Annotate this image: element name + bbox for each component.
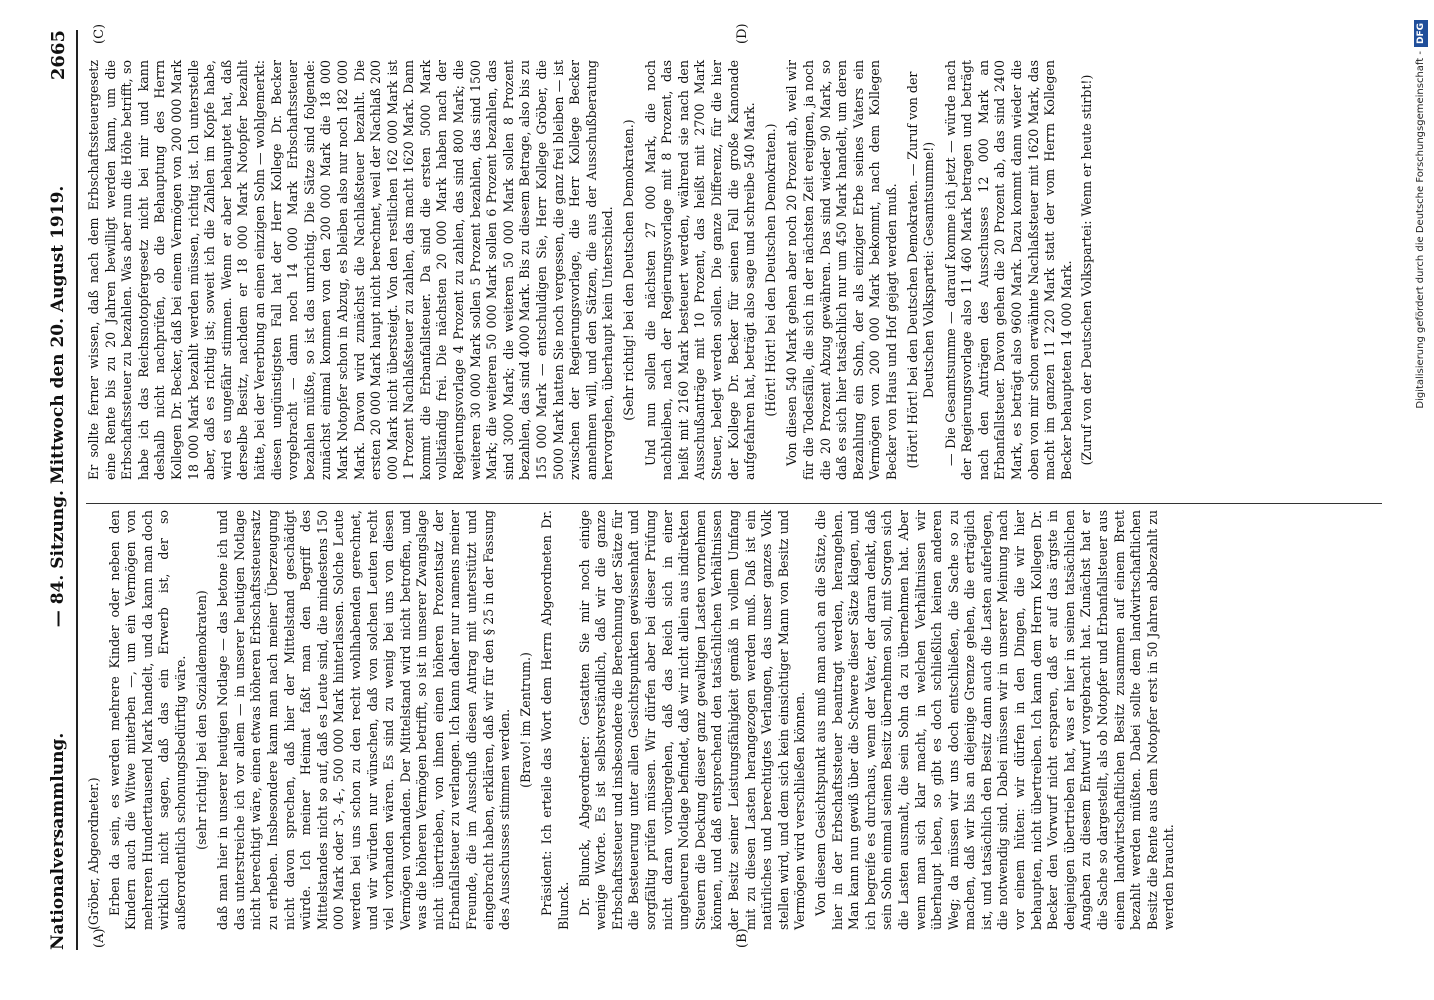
paragraph: daß man hier in unserer heutigen Notlage — das betone ich und das unterstreiche ich vor allem — in unserer heutigen Notlage nicht berechtigt wäre, einen etwas höheren Erbschaftssteuersatz zu erheben. Insbesondere kann man nach meiner Überzeugung nicht davon sprechen, daß hier der Mittelstand geschädigt würde. Ich meiner Heimat faßt man den Begriff des Mittelstandes nicht so auf, daß es Leute sind, die mindestens 150 000 Mark oder 3-, 4-, 500 000 Mark hinterlassen. Solche Leute werden bei uns schon zu den recht wohlhabenden gerechnet, und wir würden nur wünschen, daß von solchen Leuten recht viel vorhanden wären. Es sind zu wenig bei uns von diesen Vermögen vorhanden. Der Mittelstand wird nicht betroffen, und was die höheren Vermögen betrifft, so ist in unserer Zwangslage nicht übertrieben, von ihnen einen höheren Prozentsatz der Erbanfallsteuer zu verlangen. Ich kann daher nur namens meiner Freunde, die im Ausschuß diesen Antrag mit unterstützt und eingebracht haben, erklären, daß wir für den § 25 in der Fassung des Ausschusses stimmen werden. — [215, 510, 513, 930]
paragraph: — Die Gesamtsumme — darauf komme ich jetzt — würde nach der Regierungsvorlage also 11 460 Mark betragen und beträgt nach den Anträgen des Ausschusses 12 000 Mark an Erbanfallsteuer. Davon gehen die 20 Prozent ab, das sind 2400 Mark, es beträgt also 9600 Mark. Dazu kommt dann wieder die oben von mir schon erwähnte Nachlaßsteuer mit 1620 Mark, das macht im ganzen 11 220 Mark statt der vom Herrn Kollegen Becker behaupteten 14 000 Mark. — [942, 60, 1074, 480]
dfg-logo: DFG — [1414, 20, 1428, 47]
page-number: 2665 — [47, 30, 69, 81]
header-session-date: — 84. Sitzung. Mittwoch den 20. August 1919. — [48, 185, 68, 628]
interjection: (Hört! Hört! bei den Deutschen Demokraten. — Zuruf von der Deutschen Volkspartei: Gesamtsumme!) — [904, 71, 937, 469]
interjection: (Sehr richtig! bei den Deutschen Demokraten.) — [621, 119, 636, 421]
margin-marker-a: (A) — [92, 928, 107, 948]
margin-marker-d: (D) — [735, 23, 750, 44]
interjection: (Hört! Hört! bei den Deutschen Demokraten.) — [762, 123, 778, 417]
president-statement: Präsident: Ich erteile das Wort dem Herrn Abgeordneten Dr. Blunck. — [539, 510, 572, 930]
paragraph: Er sollte ferner wissen, daß nach dem Erbschaftssteuergesetz eine Rente bis zu 20 Jahren bewilligt werden kann, um die Erbschaftssteuer zu bezahlen. Was aber nun die Höhe betrifft, so habe ich das Reichsnotopfergesetz nicht bei mir und kann deshalb nicht nachprüfen, ob die Behauptung des Herrn Kollegen Dr. Becker, daß bei einem Vermögen von 200 000 Mark 18 000 Mark bezahlt werden müssen, richtig ist. Ich unterstelle aber, daß es richtig ist; soweit ich die Zahlen im Kopfe habe, wird es ungefähr stimmen. Wenn er aber behauptet hat, daß derselbe Besitz, nachdem er 18 000 Mark Notopfer bezahlt hätte, bei der Vererbung an einen einzigen Sohn — wohlgemerkt: diesen ungünstigsten Fall hat der Herr Kollege Dr. Becker vorgebracht — dann noch 14 000 Mark Erbschaftssteuer bezahlen müßte, so ist das unrichtig. Die Sätze sind folgende: zunächst einmal kommen von den 200 000 Mark die 18 000 Mark Notopfer schon in Abzug, es bleiben also nur noch 182 000 Mark. Davon wird zunächst die Nachlaßsteuer bezahlt. Die ersten 20 000 Mark haupt nicht berechnet, weil der Nachlaß 200 000 Mark nicht übersteigt. Von den restlichen 162 000 Mark ist 1 Prozent Nachlaßsteuer zu zahlen, das macht 1620 Mark. Dann kommt die Erbanfallsteuer. Da sind die ersten 5000 Mark vollständig frei. Die nächsten 20 000 Mark haben nach der Regierungsvorlage 4 Prozent zu zahlen, das sind 800 Mark; die weiteren 30 000 Mark sollen 5 Prozent bezahlen, das sind 1500 Mark; die weiteren 50 000 Mark sollen 6 Prozent bezahlen, das sind 3000 Mark; die weiteren 50 000 Mark sollen 8 Prozent bezahlen, das sind 4000 Mark. Bis zu diesem Betrage, also bis zu 155 000 Mark — entschuldigen Sie, Herr Kollege Gröber, die 5000 Mark hatten Sie noch vergessen, die ganz frei bleiben — ist zwischen der Regierungsvorlage, die Herr Kollege Becker annehmen will, und den Sätzen, die aus der Ausschußberatung hervorgehen, überhaupt kein Unterschied. — [86, 60, 616, 480]
paragraph: Von diesen 540 Mark gehen aber noch 20 Prozent ab, weil wir für die Todesfälle, die sich in der nächsten Zeit ereignen, ja noch die 20 Prozent Abzug gewähren. Das sind wieder 90 Mark, so daß es sich hier tatsächlich nur um 450 Mark handelt, um deren Bezahlung ein Sohn, der als einziger Erbe seines Vaters ein Vermögen von 200 000 Mark bekommt, nach dem Kollegen Becker von Haus und Hof gejagt werden muß. — [784, 60, 899, 480]
paragraph: Und nun sollen die nächsten 27 000 Mark, die noch nachbleiben, nach der Regierungsvorlage mit 8 Prozent, das heißt mit 2160 Mark besteuert werden, während sie nach den Ausschußanträge mit 10 Prozent, das heißt mit 2700 Mark Steuer, belegt werden sollen. Die ganze Differenz, für die hier der Kollege Dr. Becker für seinen Fall die große Kanonade aufgefahren hat, beträgt also sage und schreibe 540 Mark. — [642, 60, 758, 480]
left-column — [86, 510, 1182, 930]
speaker-note: (Gröber, Abgeordneter.) — [86, 777, 101, 930]
interjection: (Bravo! im Zentrum.) — [517, 652, 533, 788]
digitization-credit — [1412, 20, 1430, 980]
column-divider — [86, 503, 1382, 504]
header-assembly: Nationalversammlung. — [48, 732, 68, 950]
margin-marker-b: (B) — [735, 928, 750, 948]
right-column — [86, 60, 1101, 480]
page-header — [40, 30, 78, 950]
paragraph: Dr. Blunck, Abgeordneter: Gestatten Sie mir noch einige wenige Worte. Es ist selbstverständlich, daß wir die ganze Erbschaftssteuer und insbesondere die Berechnung der Sätze für die Besteuerung unter allen Gesichtspunkten gewissenhaft und sorgfältig prüfen müssen. Wir dürfen aber bei dieser Prüfung nicht daran vorübergehen, daß das Reich sich in einer ungeheuren Notlage befindet, daß wir nicht allein aus indirekten Steuern die Deckung dieser ganz gewaltigen Lasten vornehmen können, und daß entsprechend den tatsächlichen Verhältnissen der Besitz seiner Leistungsfähigkeit gemäß in vollem Umfang mit zu diesen Lasten herangezogen werden muß. Daß ist ein natürliches und berechtigtes Verlangen, das unser ganzes Volk stellen wird, und dem sich kein einsichtiger Mann von Besitz und Vermögen wird verschließen können. — [576, 510, 808, 930]
paragraph: Von diesem Gesichtspunkt aus muß man auch an die Sätze, die hier in der Erbschaftssteuer beantragt werden, herangehen. Man kann nun gewiß über die Schwere dieser Sätze klagen, und ich begreife es durchaus, wenn der Vater, der daran denkt, daß sein Sohn einmal seinen Besitz übernehmen soll, mit Sorgen sich die Lasten ausmalt, die sein Sohn da zu übernehmen hat. Aber wenn man sich klar macht, in welchen Verhältnissen wir überhaupt leben, so gibt es doch schließlich keinen anderen Weg; da müssen wir uns doch entschließen, die Sache so zu machen, daß wir bis an diejenige Grenze gehen, die erträglich ist, und tatsächlich den Besitz dann auch die Lasten auferlegen, die notwendig sind. Dabei müssen wir in unserer Meinung nach vor einem hüten: wir dürfen in den Dingen, die wir hier behaupten, nicht übertreiben. Ich kann dem Herrn Kollegen Dr. Becker den Vorwurf nicht ersparen, daß er auf das ärgste in denjenigen übertrieben hat, was er hier in seinen tatsächlichen Angaben zu diesem Entwurf vorgebracht hat. Zunächst hat er die Sache so dargestellt, als ob Notopfer und Erbanfallsteuer aus einem landwirtschaftlichen Besitz zusammen auf einem Brett bezahlt werden müßten. Dabei sollte dem landwirtschaftlichen Besitz die Rente aus dem Notopfer erst in 50 Jahren abbezahlt zu werden braucht. — [812, 510, 1177, 930]
interjection: (Zuruf von der Deutschen Volkspartei: Wenn er heute stirbt!) — [1079, 74, 1095, 466]
paragraph: Erben da sein, es werden mehrere Kinder oder neben den Kindern auch die Witwe miterben —, um ein Vermögen von mehreren Hunderttausend Mark handelt, und da kann man doch wirklich nicht sagen, daß das ein Erwerb ist, der so außerordentlich schonungsbedürftig wäre. — [106, 510, 188, 930]
interjection: (sehr richtig! bei den Sozialdemokraten) — [193, 590, 209, 850]
credit-text: Digitalisierung gefördert durch die Deutsche Forschungsgemeinschaft - — [1415, 51, 1426, 409]
margin-marker-c: (C) — [92, 23, 107, 44]
